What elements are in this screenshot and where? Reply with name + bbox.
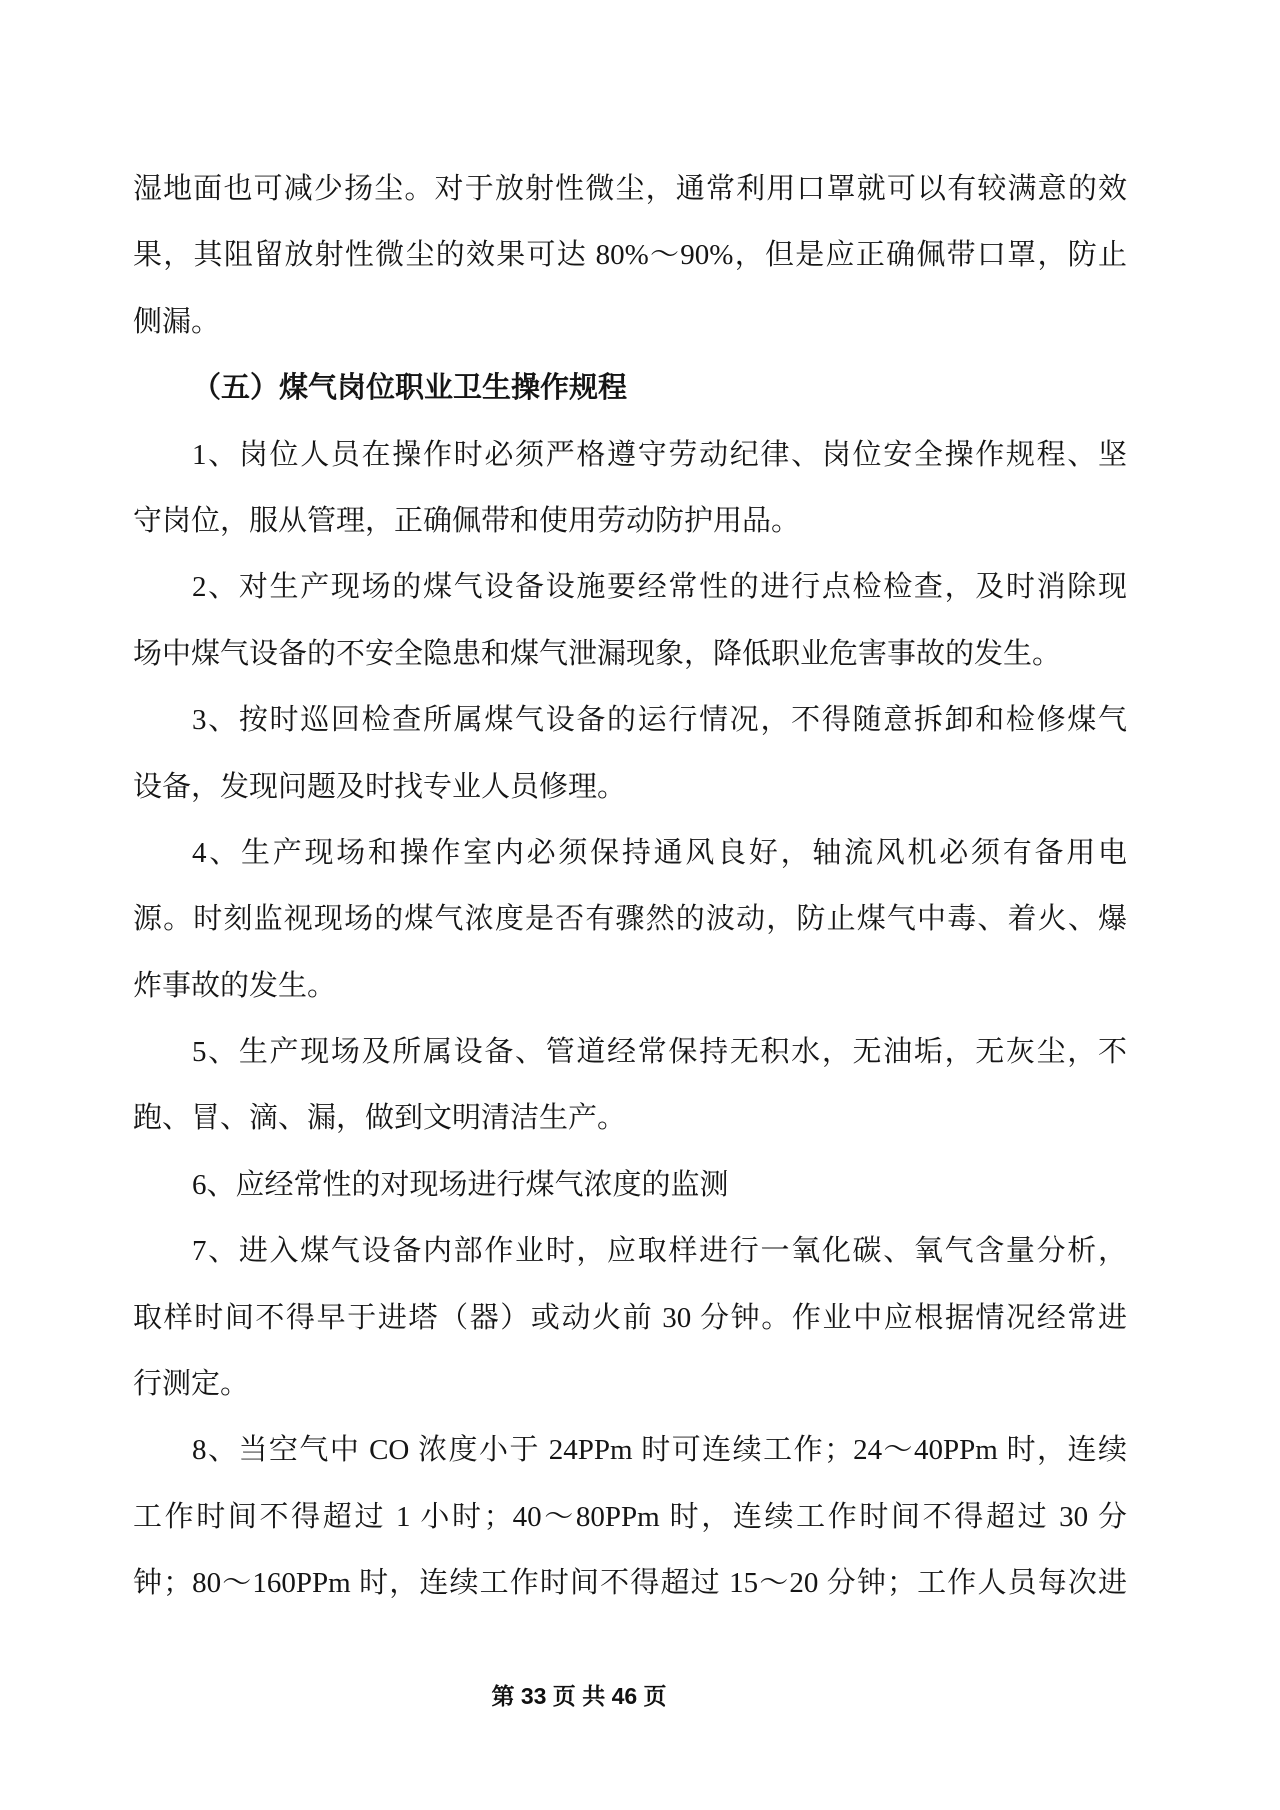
paragraph-item-3 <box>133 687 1127 820</box>
paragraph-continuation <box>133 156 1127 355</box>
body-line: 4、生产现场和操作室内必须保持通风良好，轴流风机必须有备用电 <box>192 836 1127 869</box>
body-line: 炸事故的发生。 <box>133 969 337 1002</box>
page-footer <box>0 1678 1280 1711</box>
body-line: 5、生产现场及所属设备、管道经常保持无积水，无油垢，无灰尘，不 <box>192 1036 1127 1069</box>
body-line: 侧漏。 <box>133 305 221 338</box>
body-line: 场中煤气设备的不安全隐患和煤气泄漏现象，降低职业危害事故的发生。 <box>133 637 1062 670</box>
paragraph-item-4 <box>133 820 1127 1019</box>
body-line: 2、对生产现场的煤气设备设施要经常性的进行点检检查，及时消除现 <box>192 571 1127 604</box>
body-line: 守岗位，服从管理，正确佩带和使用劳动防护用品。 <box>133 504 801 537</box>
body-line: 设备，发现问题及时找专业人员修理。 <box>133 770 627 803</box>
paragraph-heading <box>133 355 1127 421</box>
body-line: 7、进入煤气设备内部作业时，应取样进行一氧化碳、氧气含量分析， <box>192 1235 1127 1268</box>
body-line: 取样时间不得早于进塔（器）或动火前 30 分钟。作业中应根据情况经常进 <box>133 1301 1127 1334</box>
body-line: 果，其阻留放射性微尘的效果可达 80%～90%，但是应正确佩带口罩，防止 <box>133 239 1127 272</box>
body-line: 3、按时巡回检查所属煤气设备的运行情况，不得随意拆卸和检修煤气 <box>192 704 1127 737</box>
body-line: 源。时刻监视现场的煤气浓度是否有骤然的波动，防止煤气中毒、着火、爆 <box>133 903 1127 936</box>
section-heading: （五）煤气岗位职业卫生操作规程 <box>192 372 628 405</box>
paragraph-item-1 <box>133 422 1127 555</box>
body-line: 8、当空气中 CO 浓度小于 24PPm 时可连续工作；24～40PPm 时，连续 <box>192 1434 1127 1467</box>
paragraph-item-2 <box>133 554 1127 687</box>
paragraph-item-7 <box>133 1218 1127 1417</box>
body-line: 湿地面也可减少扬尘。对于放射性微尘，通常利用口罩就可以有较满意的效 <box>133 173 1127 205</box>
body-line: 钟；80～160PPm 时，连续工作时间不得超过 15～20 分钟；工作人员每次进 <box>133 1567 1127 1600</box>
body-line: 行测定。 <box>133 1368 250 1401</box>
body-line: 工作时间不得超过 1 小时；40～80PPm 时，连续工作时间不得超过 30 分 <box>133 1500 1127 1533</box>
body-line: 6、应经常性的对现场进行煤气浓度的监测 <box>192 1168 729 1201</box>
body-line: 跑、冒、滴、漏，做到文明清洁生产。 <box>133 1102 627 1135</box>
page-number-text: 第 33 页 共 46 页 <box>491 1683 667 1709</box>
body-line: 1、岗位人员在操作时必须严格遵守劳动纪律、岗位安全操作规程、坚 <box>192 438 1127 471</box>
paragraph-item-6 <box>133 1152 1127 1218</box>
paragraph-item-8 <box>133 1417 1127 1616</box>
document-body <box>133 156 1127 1617</box>
paragraph-item-5 <box>133 1019 1127 1152</box>
